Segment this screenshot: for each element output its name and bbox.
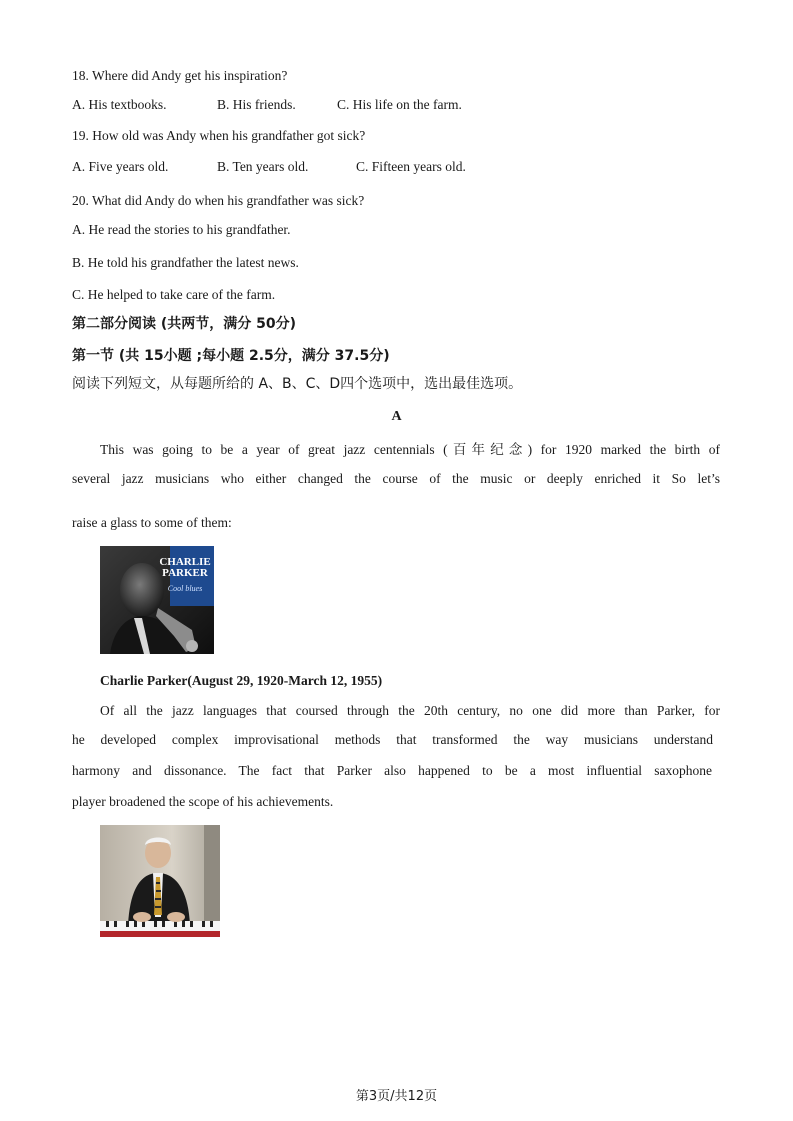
musician-body-line-2: he developed complex improvisational methods that transformed the way musicians understand	[72, 732, 713, 747]
question-18-option-c: C. His life on the farm.	[337, 97, 462, 112]
question-18-options	[72, 96, 462, 114]
album-title-line-1: CHARLIE	[159, 556, 211, 568]
question-18-option-a: A. His textbooks.	[72, 97, 167, 112]
question-19-option-a: A. Five years old.	[72, 159, 169, 174]
question-20-option-a: A. He read the stories to his grandfather.	[72, 222, 291, 237]
question-20-option-b: B. He told his grandfather the latest news.	[72, 255, 299, 270]
musician-heading: Charlie Parker(August 29, 1920-March 12, 1955)	[100, 673, 383, 688]
pianist-photo	[100, 825, 220, 937]
instruction: 阅读下列短文，从每题所给的 A、B、C、D四个选项中，选出最佳选项。	[72, 376, 523, 392]
question-18-stem: 18. Where did Andy get his inspiration?	[72, 68, 288, 83]
question-19-options	[72, 158, 466, 176]
musician-body-line-4: player broadened the scope of his achievements.	[72, 794, 334, 809]
passage-intro-line-3: raise a glass to some of them:	[72, 515, 232, 530]
musician-body-line-1: Of all the jazz languages that coursed through the 20th century, no one did more than Parker, for	[100, 703, 720, 718]
question-20-option-c: C. He helped to take care of the farm.	[72, 287, 276, 302]
musician-body-line-3: harmony and dissonance. The fact that Parker also happened to be a most influential saxophone	[72, 763, 712, 778]
part-title: 第二部分阅读 (共两节，满分 50分)	[72, 316, 297, 332]
question-20-stem: 20. What did Andy do when his grandfather was sick?	[72, 193, 365, 208]
question-18-option-b: B. His friends.	[217, 97, 296, 112]
album-subtitle: Cool blues	[167, 584, 203, 593]
question-19-stem: 19. How old was Andy when his grandfather got sick?	[72, 128, 366, 143]
question-19-option-b: B. Ten years old.	[217, 159, 309, 174]
passage-label: A	[391, 409, 402, 424]
passage-intro-line-1: This was going to be a year of great jazz centennials (百年纪念) for 1920 marked the birth of	[100, 442, 720, 457]
charlie-parker-album-cover	[100, 546, 214, 654]
question-19-option-c: C. Fifteen years old.	[356, 159, 466, 174]
album-title-line-2: PARKER	[162, 567, 208, 579]
page-number: 第3页/共12页	[355, 1089, 438, 1104]
passage-intro-line-2: several jazz musicians who either changed the course of the music or deeply enriched it So let’s	[72, 471, 720, 486]
subsection-title: 第一节 (共 15小题 ;每小题 2.5分，满分 37.5分)	[72, 348, 390, 364]
